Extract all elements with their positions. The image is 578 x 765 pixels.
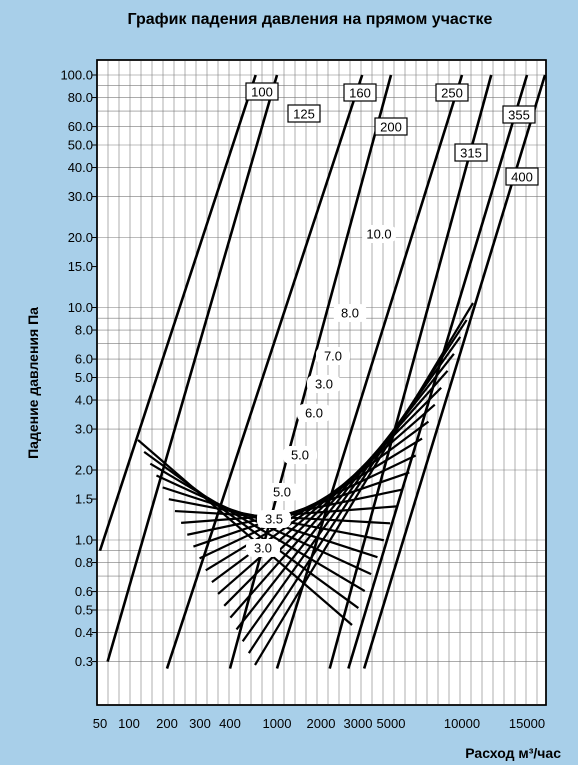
velocity-label	[316, 347, 350, 365]
velocity-label	[333, 304, 367, 322]
y-tick-label: 50.0	[67, 137, 93, 153]
y-tick-label: 0.3	[74, 654, 93, 670]
diameter-label	[246, 83, 278, 100]
svg-text:315: 315	[460, 145, 482, 161]
y-tick-label: 4.0	[74, 392, 93, 408]
x-tick-label: 5000	[376, 716, 406, 731]
diameter-label	[503, 106, 535, 123]
y-tick-label: 1.5	[74, 491, 93, 507]
svg-text:7.0: 7.0	[323, 348, 343, 364]
y-tick-label: 6.0	[74, 351, 93, 367]
svg-text:5.0: 5.0	[290, 447, 310, 463]
diameter-label	[455, 144, 487, 161]
y-tick-label: 20.0	[67, 230, 93, 246]
diameter-label	[288, 105, 320, 122]
y-tick-label: 100.0	[60, 67, 93, 83]
y-axis-label: Падение давления Па	[25, 307, 41, 459]
velocity-label	[362, 225, 396, 243]
svg-text:3.5: 3.5	[264, 511, 284, 527]
velocity-label	[307, 375, 341, 393]
x-tick-label: 2000	[306, 716, 336, 731]
svg-text:355: 355	[508, 107, 530, 123]
y-tick-label: 40.0	[67, 160, 93, 176]
diameter-label	[344, 84, 376, 101]
diameter-label	[506, 168, 538, 185]
y-tick-label: 8.0	[74, 322, 93, 338]
svg-text:10.0: 10.0	[366, 226, 392, 242]
y-tick-label: 0.4	[74, 625, 93, 641]
diameter-label	[436, 84, 468, 101]
svg-text:160: 160	[349, 85, 371, 101]
svg-text:400: 400	[511, 169, 533, 185]
svg-text:3.0: 3.0	[253, 540, 273, 556]
svg-text:125: 125	[293, 106, 315, 122]
velocity-label	[283, 446, 317, 464]
svg-text:3.0: 3.0	[314, 376, 334, 392]
svg-text:100: 100	[251, 84, 273, 100]
y-tick-label: 5.0	[74, 369, 93, 385]
x-tick-label: 200	[156, 716, 178, 731]
y-axis-ticks	[60, 68, 97, 670]
chart-title: График падения давления на прямом участке	[127, 11, 493, 28]
y-tick-label: 0.5	[74, 602, 93, 618]
svg-text:200: 200	[380, 119, 402, 135]
x-tick-label: 100	[118, 716, 140, 731]
x-axis-ticks	[93, 716, 545, 731]
x-tick-label: 400	[219, 716, 241, 731]
svg-text:6.0: 6.0	[304, 405, 324, 421]
x-tick-label: 10000	[443, 716, 481, 731]
x-tick-label: 50	[92, 716, 108, 731]
diameter-label	[375, 118, 407, 135]
svg-text:250: 250	[441, 85, 463, 101]
x-tick-label: 15000	[508, 716, 546, 731]
y-tick-label: 0.8	[74, 555, 93, 571]
y-tick-label: 80.0	[67, 90, 93, 106]
y-tick-label: 3.0	[74, 421, 93, 437]
x-axis-label: Расход м³/час	[465, 745, 561, 761]
y-tick-label: 60.0	[67, 119, 93, 135]
velocity-label	[265, 483, 299, 501]
x-tick-label: 300	[189, 716, 211, 731]
y-tick-label: 15.0	[67, 259, 93, 275]
y-tick-label: 10.0	[67, 300, 93, 315]
y-tick-label: 2.0	[74, 462, 93, 478]
velocity-label	[297, 404, 331, 422]
y-tick-label: 30.0	[67, 189, 93, 205]
x-tick-label: 3000	[343, 716, 373, 731]
velocity-label	[257, 510, 291, 528]
y-tick-label: 1.0	[74, 532, 93, 548]
y-tick-label: 0.6	[74, 584, 93, 600]
svg-text:5.0: 5.0	[272, 484, 292, 500]
velocity-label	[246, 539, 280, 557]
svg-text:8.0: 8.0	[340, 305, 360, 321]
x-tick-label: 1000	[262, 716, 292, 731]
